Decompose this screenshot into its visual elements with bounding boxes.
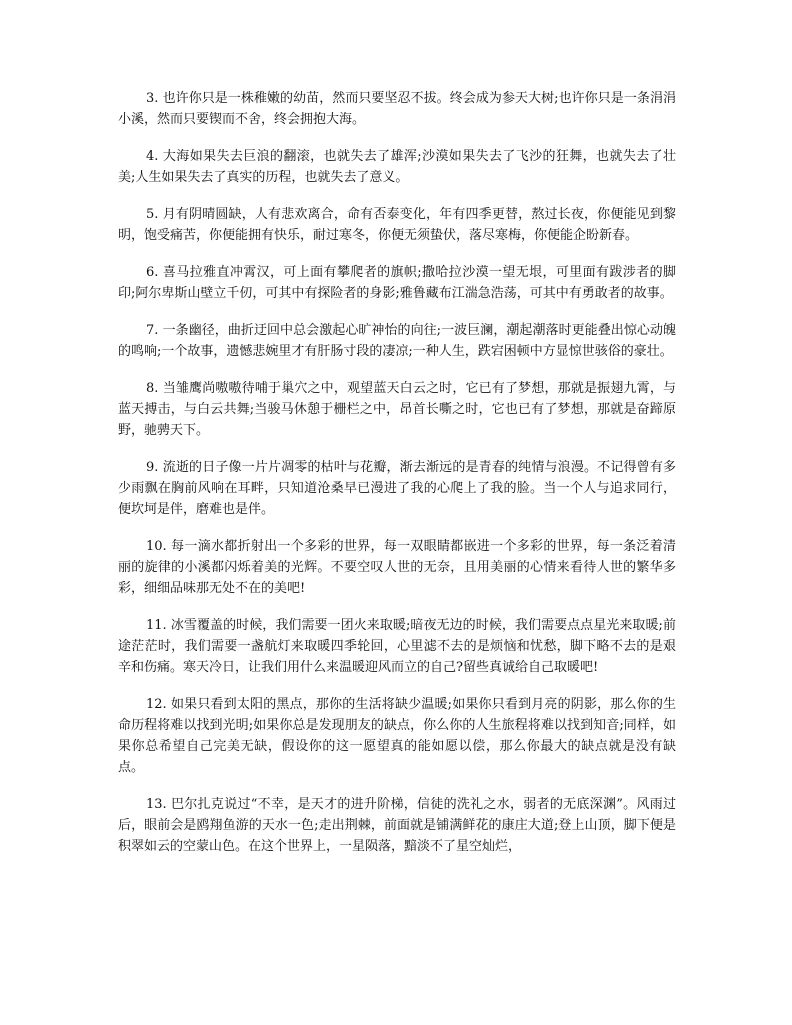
paragraph-3: 3. 也许你只是一株稚嫩的幼苗，然而只要坚忍不拔。终会成为参天大树;也许你只是一条涓涓小溪，然而只要锲而不舍，终会拥抱大海。: [118, 91, 676, 127]
document-body: [118, 88, 676, 873]
paragraph-7: 7. 一条幽径，曲折迂回中总会激起心旷神怡的向往;一波巨澜，潮起潮落时更能叠出惊心动魄的鸣响;一个故事，遗憾悲婉里才有肝肠寸段的凄凉;一种人生，跌宕困顿中方显惊世骇俗的豪壮。: [118, 323, 676, 359]
paragraph-4: 4. 大海如果失去巨浪的翻滚，也就失去了雄浑;沙漠如果失去了飞沙的狂舞，也就失去了壮美;人生如果失去了真实的历程，也就失去了意义。: [118, 149, 676, 185]
paragraph-12: 12. 如果只看到太阳的黑点，那你的生活将缺少温暖;如果你只看到月亮的阴影，那么你的生命历程将难以找到光明;如果你总是发现朋友的缺点，你么你的人生旅程将难以找到知音;同样，如果你总希望自己完美无缺，假设你的这一愿望真的能如愿以偿，那么你最大的缺点就是没有缺点。: [118, 697, 676, 775]
paragraph-8: 8. 当雏鹰尚嗷嗷待哺于巢穴之中，观望蓝天白云之时，它已有了梦想，那就是振翅九霄，与蓝天搏击，与白云共舞;当骏马休憩于栅栏之中，昂首长嘶之时，它也已有了梦想，那就是奋蹄原野，驰骋天下。: [118, 381, 676, 438]
paragraph-6: 6. 喜马拉雅直冲霄汉，可上面有攀爬者的旗帜;撒哈拉沙漠一望无垠，可里面有跋涉者的脚印;阿尔卑斯山壁立千仞，可其中有探险者的身影;雅鲁藏布江湍急浩荡，可其中有勇敢者的故事。: [118, 265, 676, 301]
paragraph-9: 9. 流逝的日子像一片片凋零的枯叶与花瓣，渐去渐远的是青春的纯情与浪漫。不记得曾有多少雨飘在胸前风响在耳畔，只知道沧桑早已漫进了我的心爬上了我的脸。当一个人与追求同行，便坎坷是伴，磨难也是伴。: [118, 460, 676, 517]
paragraph-5: 5. 月有阴晴圆缺，人有悲欢离合，命有否泰变化，年有四季更替，熬过长夜，你便能见到黎明，饱受痛苦，你便能拥有快乐，耐过寒冬，你便无须蛰伏，落尽寒梅，你便能企盼新春。: [118, 207, 676, 243]
paragraph-11: 11. 冰雪覆盖的时候，我们需要一团火来取暖;暗夜无边的时候，我们需要点点星光来取暖;前途茫茫时，我们需要一盏航灯来取暖四季轮回，心里滤不去的是烦恼和忧愁，脚下略不去的是艰辛和伤痛。寒天冷日，让我们用什么来温暖迎风而立的自己?留些真诚给自己取暖吧!: [118, 618, 676, 675]
paragraph-10: 10. 每一滴水都折射出一个多彩的世界，每一双眼睛都嵌进一个多彩的世界，每一条泛着清丽的旋律的小溪都闪烁着美的光辉。不要空叹人世的无奈，且用美丽的心情来看待人世的繁华多彩，细细品味那无处不在的美吧!: [118, 539, 676, 596]
paragraph-13: 13. 巴尔扎克说过“不幸，是天才的进升阶梯，信徒的洗礼之水，弱者的无底深渊”。风雨过后，眼前会是鸥翔鱼游的天水一色;走出荆棘，前面就是铺满鲜花的康庄大道;登上山顶，脚下便是积翠如云的空蒙山色。在这个世界上，一星陨落，黯淡不了星空灿烂，: [118, 797, 676, 854]
